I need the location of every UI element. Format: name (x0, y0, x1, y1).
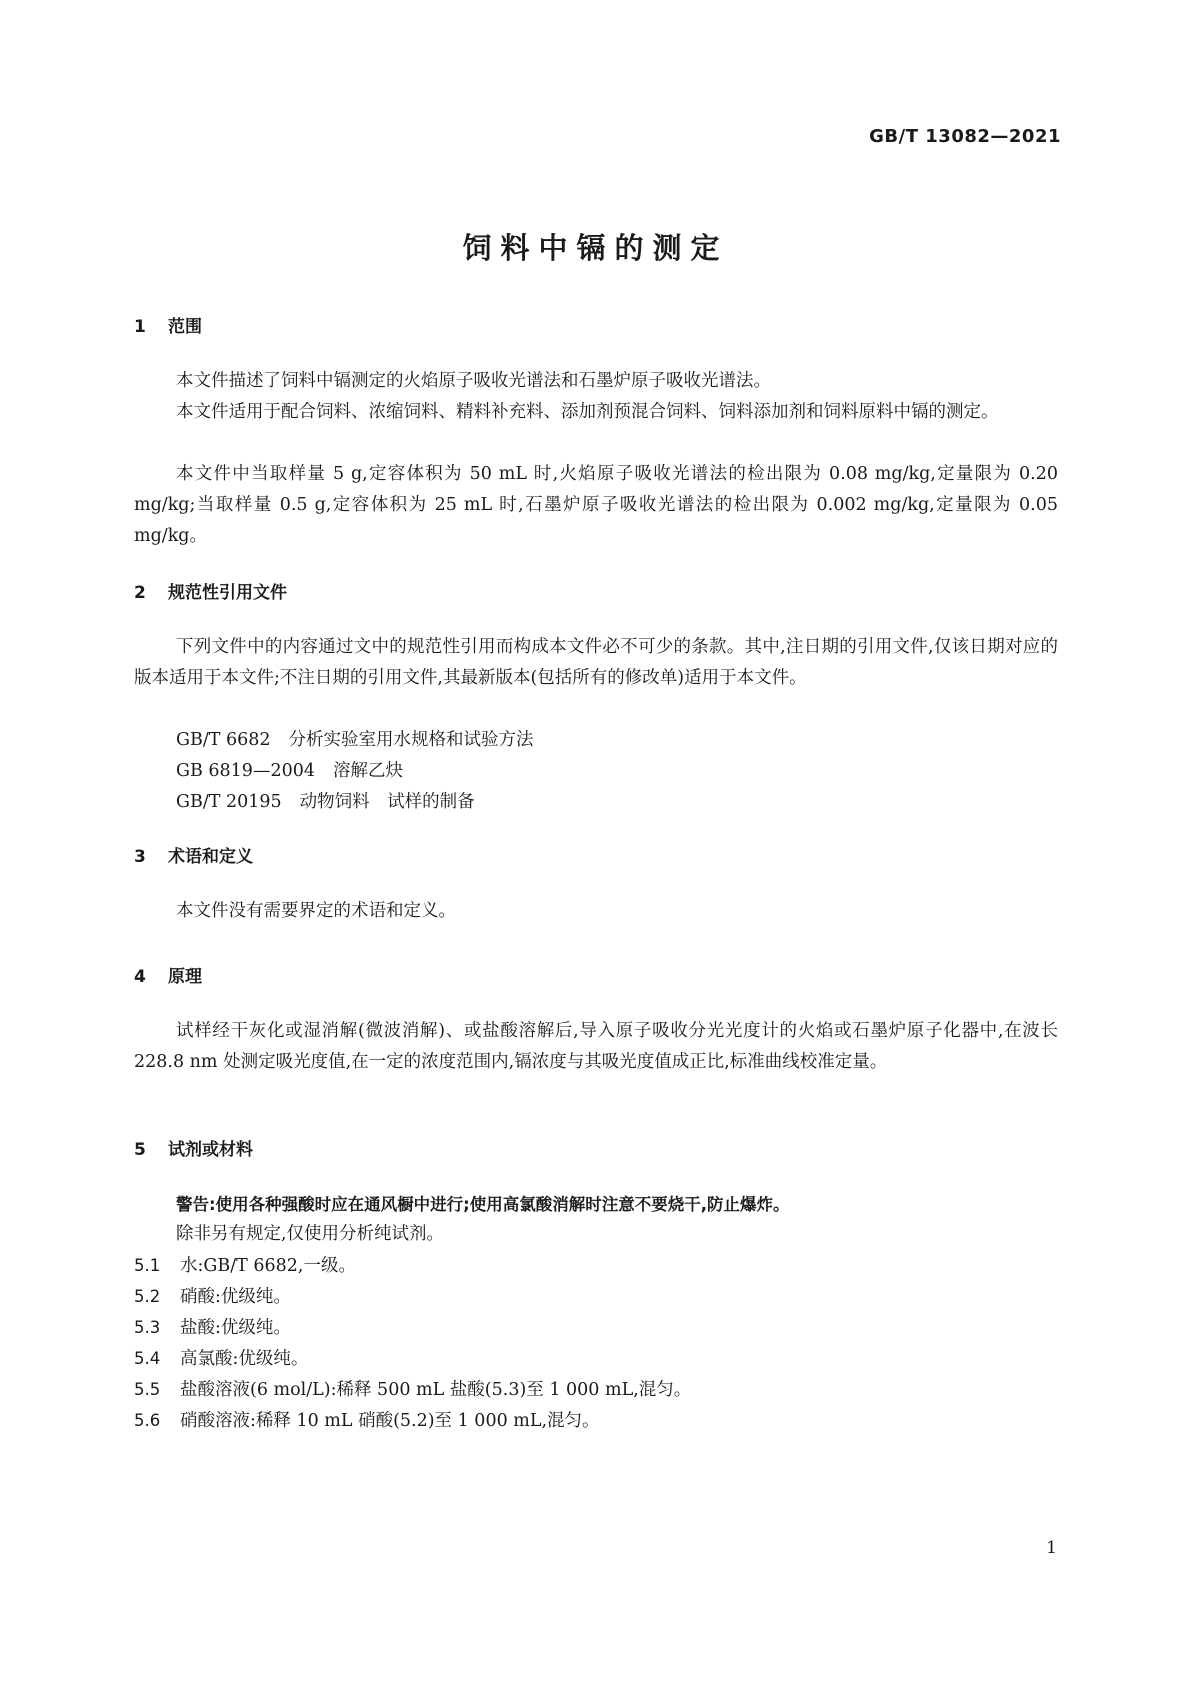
scope-paragraph-1: 本文件描述了饲料中镉测定的火焰原子吸收光谱法和石墨炉原子吸收光谱法。 (176, 371, 771, 391)
reference-name: 溶解乙炔 (332, 761, 403, 781)
reagent-item (134, 1250, 356, 1282)
safety-warning: 警告:使用各种强酸时应在通风橱中进行;使用高氯酸消解时注意不要烧干,防止爆炸。 (176, 1195, 790, 1214)
reagent-item (134, 1281, 291, 1313)
reagent-number: 5.4 (134, 1349, 161, 1368)
section-title: 试剂或材料 (168, 1140, 253, 1160)
reference-item (176, 725, 534, 756)
reference-name: 动物饲料 试样的制备 (299, 792, 475, 812)
section-heading-principle (134, 962, 202, 987)
reagent-number: 5.3 (134, 1318, 161, 1337)
reagent-number: 5.5 (134, 1380, 161, 1399)
section-number: 4 (134, 967, 146, 987)
principle-paragraph: 试样经干灰化或湿消解(微波消解)、或盐酸溶解后,导入原子吸收分光光度计的火焰或石墨炉原子化器中,在波长 228.8 nm 处测定吸光度值,在一定的浓度范围内,镉浓度与其吸光度值成正比,标准曲线校准定量。 (134, 1021, 1058, 1072)
document-title: 饲料中镉的测定 (462, 231, 729, 265)
section-title: 范围 (168, 317, 202, 337)
reference-item (176, 787, 475, 818)
normative-intro: 下列文件中的内容通过文中的规范性引用而构成本文件必不可少的条款。其中,注日期的引用文件,仅该日期对应的版本适用于本文件;不注日期的引用文件,其最新版本(包括所有的修改单)适用于本文件。 (134, 637, 1058, 688)
section-number: 5 (134, 1140, 146, 1160)
scope-paragraph-3: 本文件中当取样量 5 g,定容体积为 50 mL 时,火焰原子吸收光谱法的检出限为 0.08 mg/kg,定量限为 0.20 mg/kg;当取样量 0.5 g,定容体积为 25 mL 时,石墨炉原子吸收光谱法的检出限为 0.002 mg/kg,定量限为 0.05 mg/kg。 (134, 464, 1058, 546)
section-title: 术语和定义 (168, 847, 253, 867)
section-heading-terms (134, 842, 253, 867)
terms-paragraph: 本文件没有需要界定的术语和定义。 (176, 901, 456, 921)
reagent-number: 5.2 (134, 1287, 161, 1306)
section-heading-reagents (134, 1135, 253, 1160)
section-number: 2 (134, 583, 146, 603)
reference-item (176, 756, 403, 787)
section-heading-normative (134, 578, 287, 603)
reagent-text: 硝酸溶液:稀释 10 mL 硝酸(5.2)至 1 000 mL,混匀。 (180, 1411, 600, 1431)
reagent-item (134, 1374, 691, 1406)
section-number: 3 (134, 847, 146, 867)
section-title: 原理 (168, 967, 202, 987)
reagent-number: 5.6 (134, 1411, 161, 1430)
reagent-text: 高氯酸:优级纯。 (180, 1349, 309, 1369)
reagent-text: 硝酸:优级纯。 (180, 1287, 291, 1307)
section-number: 1 (134, 317, 146, 337)
page-number: 1 (1046, 1538, 1057, 1558)
scope-paragraph-2: 本文件适用于配合饲料、浓缩饲料、精料补充料、添加剂预混合饲料、饲料添加剂和饲料原料中镉的测定。 (176, 402, 999, 422)
standard-code: GB/T 13082—2021 (869, 126, 1061, 147)
reference-code: GB 6819—2004 (176, 761, 315, 781)
reference-name: 分析实验室用水规格和试验方法 (288, 730, 534, 750)
reagent-text: 盐酸:优级纯。 (180, 1318, 291, 1338)
reagent-number: 5.1 (134, 1256, 161, 1275)
reagent-item (134, 1343, 308, 1375)
reagent-note: 除非另有规定,仅使用分析纯试剂。 (176, 1224, 445, 1244)
reference-code: GB/T 20195 (176, 792, 282, 812)
section-heading-scope (134, 312, 202, 337)
reagent-text: 盐酸溶液(6 mol/L):稀释 500 mL 盐酸(5.3)至 1 000 mL,混匀。 (180, 1380, 692, 1400)
section-title: 规范性引用文件 (168, 583, 287, 603)
reagent-item (134, 1312, 291, 1344)
reagent-item (134, 1405, 600, 1437)
reference-code: GB/T 6682 (176, 730, 271, 750)
reagent-text: 水:GB/T 6682,一级。 (180, 1256, 356, 1276)
